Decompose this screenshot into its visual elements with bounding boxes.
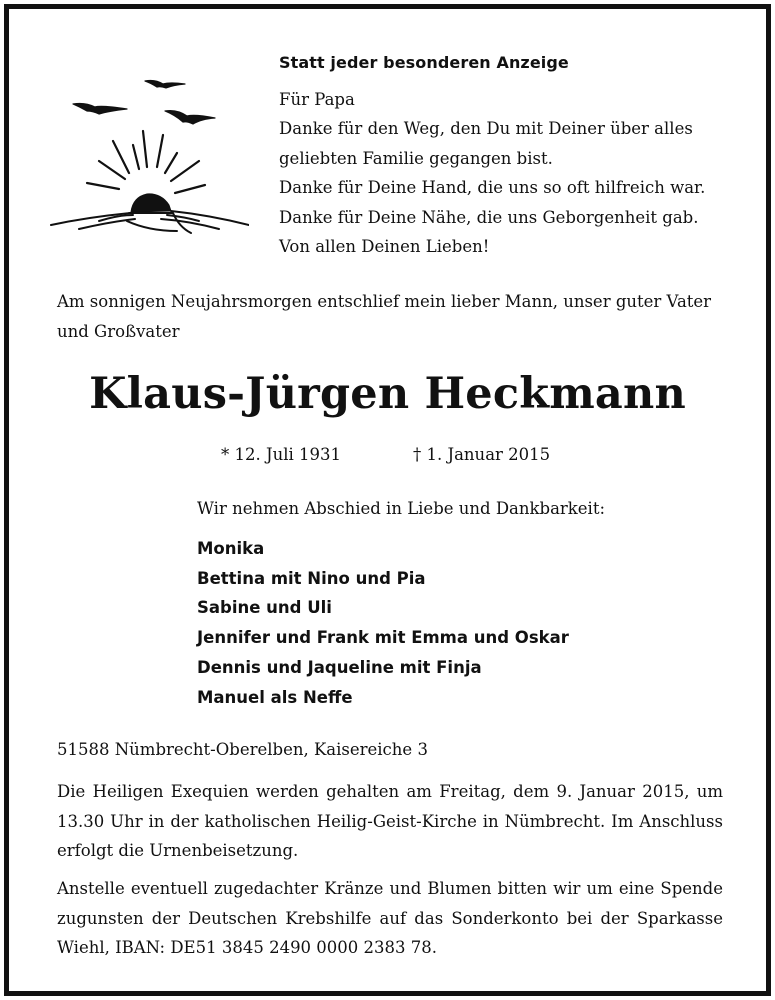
mourner-item: Sabine und Uli — [197, 598, 332, 618]
mourner-item: Bettina mit Nino und Pia — [197, 568, 426, 588]
death-date: † 1. Januar 2015 — [413, 445, 551, 464]
poem-line: geliebten Familie gegangen bist. — [279, 148, 553, 168]
deceased-name: Klaus-Jürgen Heckmann — [89, 369, 686, 419]
mourners-list — [197, 534, 697, 712]
bird-icon — [145, 80, 185, 88]
poem-line: Danke für Deine Nähe, die uns Geborgenheit gab. — [279, 207, 699, 227]
bird-icon — [73, 103, 127, 114]
mourner-item: Monika — [197, 539, 265, 558]
mourner-item: Manuel als Neffe — [197, 687, 353, 707]
intro-text: Am sonnigen Neujahrsmorgen entschlief mein lieber Mann, unser guter Vater und Großvater — [57, 292, 712, 341]
donation-info: Anstelle eventuell zugedachter Kränze und Blumen bitten wir um eine Spende zugunsten der Deutschen Krebshilfe auf das Sonderkonto bei der Sparkasse Wiehl, IBAN: DE51 3845 2490 0000 2383 78. — [57, 879, 723, 957]
family-address: 51588 Nümbrecht-Oberelben, Kaisereiche 3 — [57, 740, 428, 759]
dedication-poem — [279, 85, 749, 261]
birth-date: * 12. Juli 1931 — [221, 445, 342, 464]
bird-icon — [165, 111, 215, 124]
notice-heading: Statt jeder besonderen Anzeige — [279, 53, 569, 72]
obituary-notice — [4, 4, 771, 996]
poem-line: Danke für Deine Hand, die uns so oft hilfreich war. — [279, 178, 706, 198]
farewell-line: Wir nehmen Abschied in Liebe und Dankbarkeit: — [197, 499, 606, 518]
service-info: Die Heiligen Exequien werden gehalten am Freitag, dem 9. Januar 2015, um 13.30 Uhr in der katholischen Heilig-Geist-Kirche in Nümbrecht. Im Anschluss erfolgt die Urnenbeisetzung. — [57, 782, 723, 860]
poem-line: Für Papa — [279, 90, 355, 109]
mourner-item: Dennis und Jaqueline mit Finja — [197, 657, 482, 677]
mourner-item: Jennifer und Frank mit Emma und Oskar — [197, 628, 569, 648]
poem-line: Danke für den Weg, den Du mit Deiner über alles — [279, 119, 693, 139]
poem-line: Von allen Deinen Lieben! — [279, 237, 490, 257]
birds-over-rising-sun-icon — [39, 69, 249, 249]
